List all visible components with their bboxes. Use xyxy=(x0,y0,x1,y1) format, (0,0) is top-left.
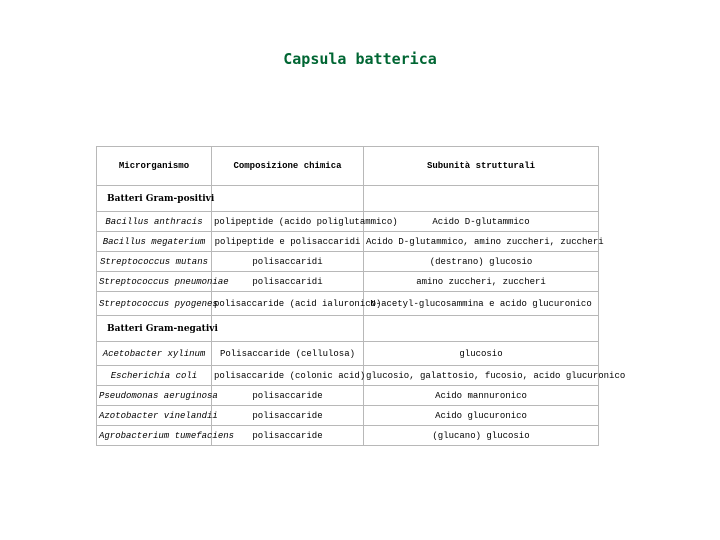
header-cell-organism: Microrganismo xyxy=(97,147,212,186)
subunits-cell: amino zuccheri, zuccheri xyxy=(364,272,599,292)
section-label: Batteri Gram-negativi xyxy=(97,316,212,342)
organism-cell: Streptococcus pneumoniae xyxy=(97,272,212,292)
organism-cell: Agrobacterium tumefaciens xyxy=(97,426,212,446)
table-row xyxy=(97,212,599,232)
subunits-cell: Acido mannuronico xyxy=(364,386,599,406)
table-row xyxy=(97,386,599,406)
capsule-table xyxy=(96,146,626,446)
composition-cell: polisaccaride xyxy=(212,426,364,446)
table-row xyxy=(97,342,599,366)
table-row xyxy=(97,272,599,292)
table-row xyxy=(97,406,599,426)
table-row xyxy=(97,426,599,446)
composition-cell: polipeptide (acido poliglutammico) xyxy=(212,212,364,232)
organism-cell: Streptococcus mutans xyxy=(97,252,212,272)
section-row-gram-negative xyxy=(97,316,599,342)
subunits-cell: N-acetyl-glucosammina e acido glucuronico xyxy=(364,292,599,316)
organism-cell: Bacillus anthracis xyxy=(97,212,212,232)
page-title: Capsula batterica xyxy=(283,50,437,68)
subunits-cell: glucosio, galattosio, fucosio, acido glucuronico xyxy=(364,366,599,386)
header-cell-composition: Composizione chimica xyxy=(212,147,364,186)
table-row xyxy=(97,232,599,252)
header-cell-subunits: Subunità strutturali xyxy=(364,147,599,186)
subunits-cell: Acido D-glutammico, amino zuccheri, zuccheri xyxy=(364,232,599,252)
table-row xyxy=(97,252,599,272)
composition-cell: polisaccaridi xyxy=(212,272,364,292)
section-label: Batteri Gram-positivi xyxy=(97,186,212,212)
section-row-gram-positive xyxy=(97,186,599,212)
composition-cell: polisaccaride xyxy=(212,386,364,406)
subunits-cell: (glucano) glucosio xyxy=(364,426,599,446)
subunits-cell: Acido D-glutammico xyxy=(364,212,599,232)
composition-cell: polisaccaridi xyxy=(212,252,364,272)
composition-cell: polipeptide e polisaccaridi xyxy=(212,232,364,252)
organism-cell: Bacillus megaterium xyxy=(97,232,212,252)
composition-cell: Polisaccaride (cellulosa) xyxy=(212,342,364,366)
composition-cell: polisaccaride (acid ialuronico) xyxy=(212,292,364,316)
subunits-cell: (destrano) glucosio xyxy=(364,252,599,272)
table-row xyxy=(97,292,599,316)
table-row xyxy=(97,366,599,386)
organism-cell: Escherichia coli xyxy=(97,366,212,386)
header-row xyxy=(97,147,599,186)
subunits-cell: glucosio xyxy=(364,342,599,366)
composition-cell: polisaccaride xyxy=(212,406,364,426)
subunits-cell: Acido glucuronico xyxy=(364,406,599,426)
organism-cell: Streptococcus pyogenes xyxy=(97,292,212,316)
composition-cell: polisaccaride (colonic acid) xyxy=(212,366,364,386)
organism-cell: Azotobacter vinelandii xyxy=(97,406,212,426)
organism-cell: Acetobacter xylinum xyxy=(97,342,212,366)
organism-cell: Pseudomonas aeruginosa xyxy=(97,386,212,406)
